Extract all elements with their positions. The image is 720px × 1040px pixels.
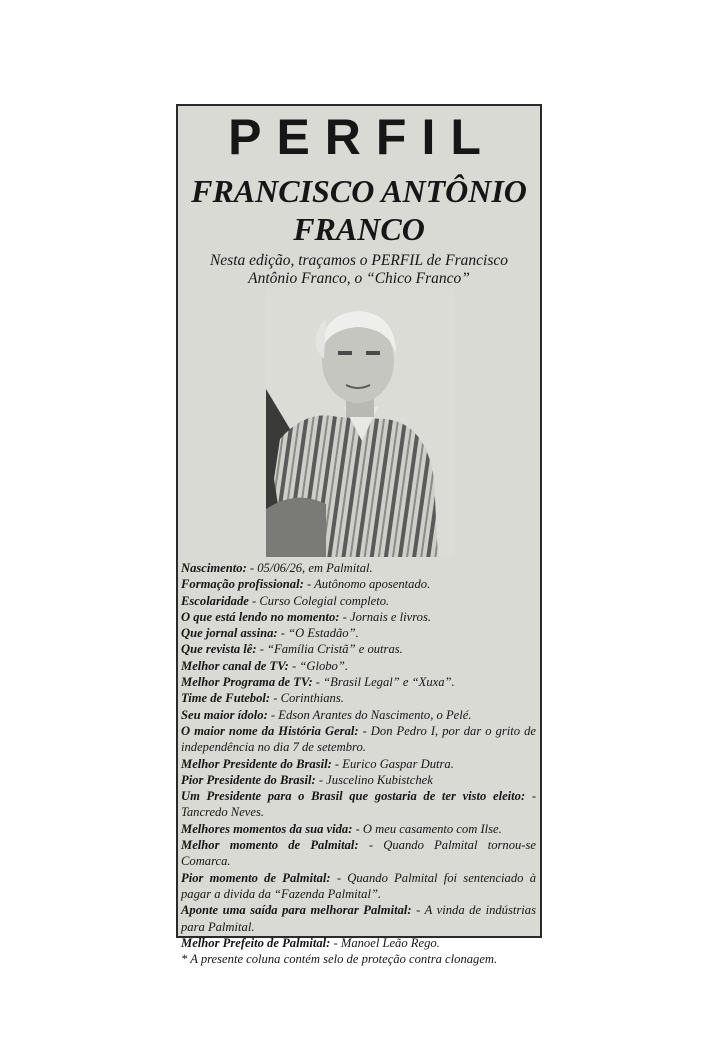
portrait-illustration	[266, 289, 454, 557]
fact-value: - Curso Colegial completo.	[248, 593, 390, 608]
profile-fact	[181, 756, 536, 772]
fact-value: - Tancredo Neves.	[181, 789, 537, 820]
fact-value: - Corinthians.	[270, 691, 344, 706]
profile-fact	[181, 870, 536, 903]
profile-fact	[181, 935, 536, 951]
fact-label: Seu maior ídolo:	[181, 707, 268, 722]
fact-value: - Edson Arantes do Nascimento, o Pelé.	[267, 707, 472, 722]
fact-value: - Quando Palmital tornou-se Comarca.	[181, 838, 536, 869]
fact-label: O maior nome da História Geral:	[181, 723, 359, 738]
fact-value: - “Globo”.	[288, 658, 348, 673]
intro-line-1: Nesta edição, traçamos o PERFIL de Francisco	[209, 252, 509, 269]
fact-label: Melhores momentos da sua vida:	[181, 821, 353, 836]
fact-label: Melhor canal de TV:	[181, 658, 289, 673]
fact-label: Melhor Presidente do Brasil:	[181, 756, 332, 771]
fact-value: - O meu casamento com Ilse.	[352, 821, 502, 836]
intro-line-2: Antônio Franco, o “Chico Franco”	[248, 270, 470, 287]
fact-value: * A presente coluna contém selo de proteção contra clonagem.	[181, 952, 498, 967]
profile-name	[178, 172, 540, 248]
profile-name-line-2: FRANCO	[293, 211, 425, 247]
profile-fact	[181, 641, 536, 657]
profile-fact	[181, 625, 536, 641]
fact-label: Que revista lê:	[181, 642, 257, 657]
fact-value: - Eurico Gaspar Dutra.	[331, 756, 454, 771]
fact-label: O que está lendo no momento:	[181, 609, 340, 624]
profile-facts-list	[181, 560, 536, 967]
fact-value: - Juscelino Kubistchek	[315, 772, 433, 787]
profile-fact	[181, 576, 536, 592]
profile-fact	[181, 772, 536, 788]
profile-fact	[181, 593, 536, 609]
profile-fact	[181, 837, 536, 870]
section-heading: PERFIL	[228, 109, 496, 165]
portrait-photo	[266, 289, 454, 557]
fact-label: Um Presidente para o Brasil que gostaria de ter visto eleito:	[181, 789, 526, 804]
fact-value: - “Família Cristã” e outras.	[256, 642, 403, 657]
profile-fact	[181, 788, 536, 821]
profile-fact	[181, 951, 536, 967]
profile-name-line-1: FRANCISCO ANTÔNIO	[191, 173, 527, 209]
profile-fact	[181, 690, 536, 706]
profile-fact	[181, 902, 536, 935]
intro-text	[194, 252, 524, 288]
fact-label: Escolaridade	[181, 593, 249, 608]
fact-label: Melhor Prefeito de Palmital:	[181, 935, 331, 950]
fact-value: - “Brasil Legal” e “Xuxa”.	[312, 675, 455, 690]
fact-label: Pior Presidente do Brasil:	[181, 772, 316, 787]
fact-label: Aponte uma saída para melhorar Palmital:	[181, 903, 412, 918]
fact-value: - Jornais e livros.	[339, 609, 432, 624]
profile-fact	[181, 674, 536, 690]
profile-fact	[181, 821, 536, 837]
fact-value: - “O Estadão”.	[277, 626, 359, 641]
fact-value: - Quando Palmital foi sentenciado à pagar a divida da “Fazenda Palmital”.	[181, 870, 536, 901]
fact-label: Melhor Programa de TV:	[181, 675, 313, 690]
fact-value: - 05/06/26, em Palmital.	[246, 561, 373, 575]
fact-value: - A vinda de indústrias para Palmital.	[181, 903, 536, 934]
fact-value: - Manoel Leão Rego.	[330, 935, 440, 950]
fact-label: Time de Futebol:	[181, 691, 271, 706]
fact-value: - Don Pedro I, por dar o grito de independência no dia 7 de setembro.	[181, 723, 536, 755]
profile-fact	[181, 707, 536, 723]
profile-fact	[181, 723, 536, 756]
profile-fact	[181, 609, 536, 625]
profile-fact	[181, 560, 536, 576]
fact-label: Pior momento de Palmital:	[181, 870, 331, 885]
profile-fact	[181, 658, 536, 674]
newspaper-clipping	[176, 104, 542, 967]
fact-label: Nascimento:	[181, 561, 247, 575]
fact-label: Que jornal assina:	[181, 626, 278, 641]
fact-label: Formação profissional:	[181, 577, 304, 592]
fact-value: - Autônomo aposentado.	[303, 577, 431, 592]
fact-label: Melhor momento de Palmital:	[181, 838, 359, 853]
